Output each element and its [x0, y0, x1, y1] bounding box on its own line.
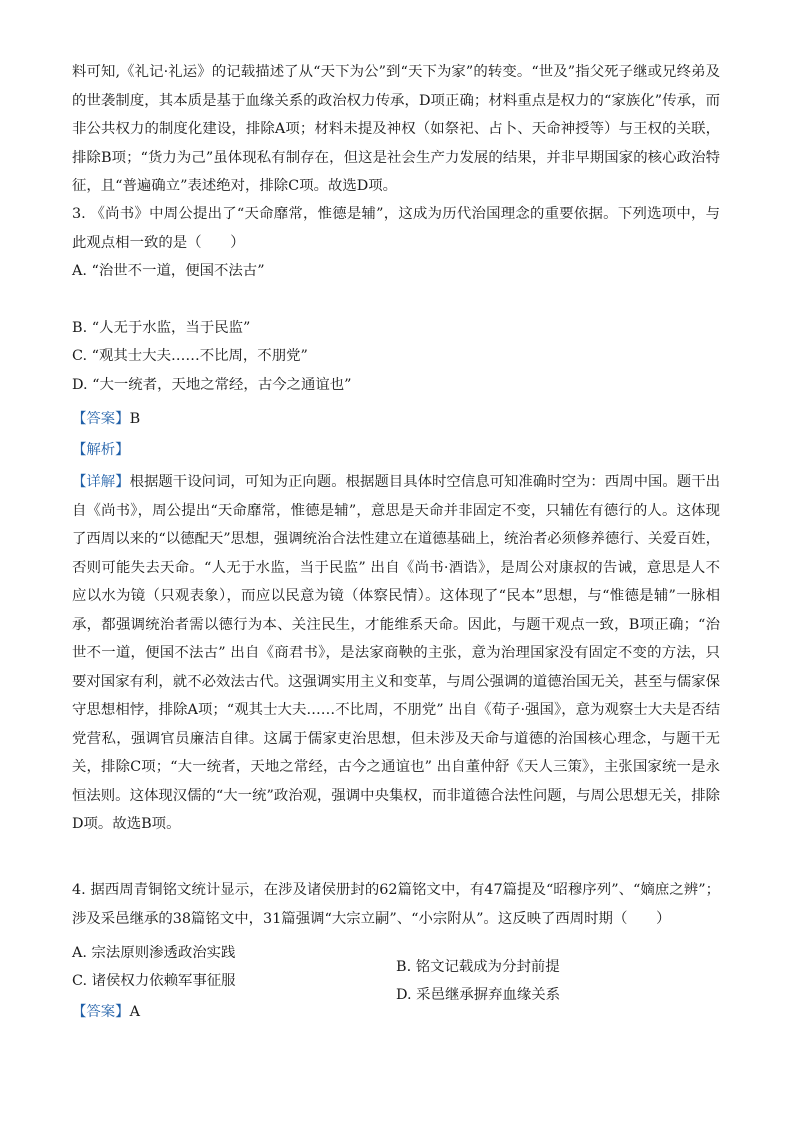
q3-option-d: D. “大一统者，天地之常经，古今之通谊也” — [72, 377, 352, 393]
q3-option-c: C. “观其士大夫……不比周，不朋党” — [72, 348, 308, 364]
q3-detail-text: 根据题干设问词，可知为正向题。根据题目具体时空信息可知准确时空为：西周中国。题干出自《尚书》，周公提出“天命靡常，惟德是辅”，意思是天命并非固定不变，只辅佐有德行的人。这体现了西周以来的“以德配天”思想，强调统治合法性建立在道德基础上，统治者必须修养德行、关爱百姓，否则可能失去天命。“人无于水监，当于民监” 出自《尚书·酒诰》，是周公对康叔的告诫，意思是人不应以水为镜（只观表象），而应以民意为镜（体察民情）。这体现了“民本”思想，与“惟德是辅”一脉相承，都强调统治者需以德行为本、关注民生，才能维系天命。因此，与题干观点一致，B项正确；“治世不一道，便国不法古” 出自《商君书》，是法家商鞅的主张，意为治理国家没有固定不变的方法，只要对国家有利，就不必效法古代。这强调实用主义和变革，与周公强调的道德治国无关，甚至与儒家保守思想相悖，排除A项；“观其士大夫……不比周，不朋党” 出自《荀子·强国》，意为观察士大夫是否结党营私，强调官员廉洁自律。这属于儒家吏治思想，但未涉及天命与道德的治国核心理念，与题干无关，排除C项；“大一统者，天地之常经，古今之通谊也” 出自董仲舒《天人三策》，主张国家统一是永恒法则。这体现汉儒的“大一统”政治观，强调中央集权，而非道德合法性问题，与周公思想无关，排除D项。故选B项。 — [72, 474, 720, 832]
q3-answer-tag: 【答案】 — [72, 411, 130, 427]
question-4-stem: 4. 据西周青铜铭文统计显示，在涉及诸侯册封的62篇铭文中，有47篇提及“昭穆序列”、“嫡庶之辨”；涉及采邑继承的38篇铭文中，31篇强调“大宗立嗣”、“小宗附从”。这反映了西周时期（ ） — [72, 882, 720, 927]
q2-analysis-tail: 料可知,《礼记·礼运》的记载描述了从“天下为公”到“天下为家”的转变。“世及”指父死子继或兄终弟及的世袭制度，其本质是基于血缘关系的政治权力传承，D项正确；材料重点是权力的“家族化”传承，而非公共权力的制度化建设，排除A项；材料未提及神权（如祭祀、占卜、天命神授等）与王权的关联，排除B项；“货力为己”虽体现私有制存在，但这是社会生产力发展的结果，并非早期国家的核心政治特征，且“普遍确立”表述绝对，排除C项。故选D项。 — [72, 64, 720, 194]
q3-answer-value: B — [129, 411, 141, 427]
q3-analysis-tag: 【解析】 — [72, 442, 130, 458]
q4-option-d: D. 采邑继承摒弃血缘关系 — [396, 987, 561, 1004]
q4-option-c: C. 诸侯权力依赖军事征服 — [72, 973, 236, 989]
question-3-stem: 3. 《尚书》中周公提出了“天命靡常，惟德是辅”，这成为历代治国理念的重要依据。下列选项中，与此观点相一致的是（ ） — [72, 206, 720, 251]
q3-detail — [72, 468, 720, 839]
q4-answer-value: A — [129, 1004, 140, 1020]
q3-detail-tag: 【详解】 — [72, 474, 130, 490]
q4-answer-tag: 【答案】 — [72, 1004, 130, 1020]
q4-option-a: A. 宗法原则渗透政治实践 — [72, 945, 236, 961]
q3-option-b: B. “人无于水监，当于民监” — [72, 320, 251, 336]
q3-analysis-heading — [72, 436, 130, 465]
q4-option-b: B. 铭文记载成为分封前提 — [396, 959, 560, 976]
q4-answer-line — [72, 998, 140, 1027]
q3-answer-line — [72, 405, 140, 434]
q3-option-a: A. “治世不一道，便国不法古” — [72, 263, 265, 279]
